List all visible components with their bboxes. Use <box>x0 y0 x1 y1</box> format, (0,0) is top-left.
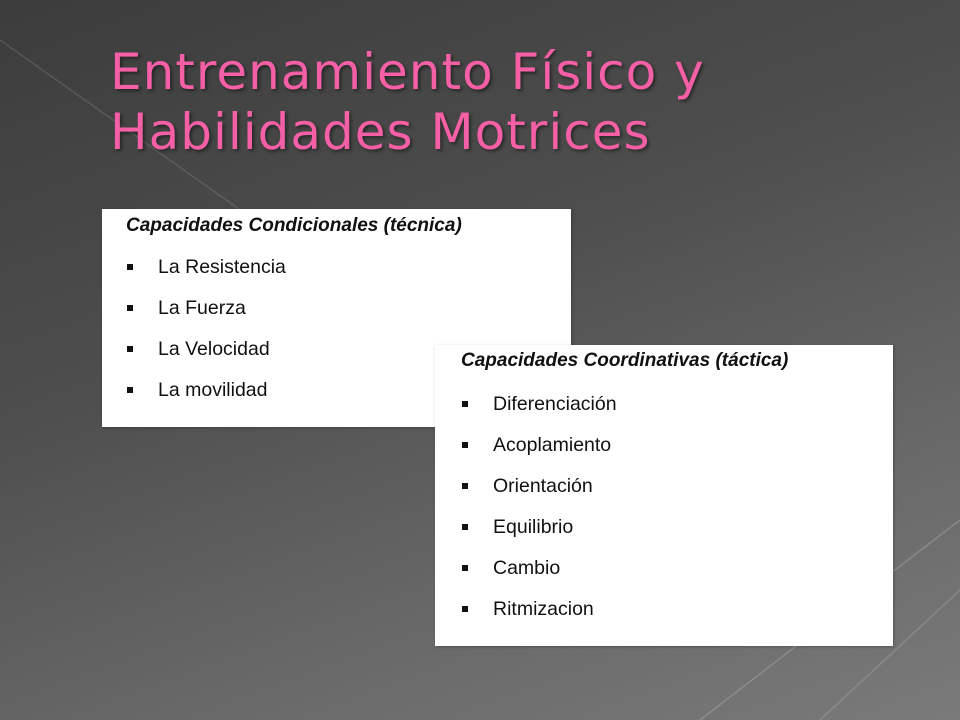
list-item-label: Ritmizacion <box>493 598 594 620</box>
slide-title <box>110 42 930 162</box>
coordinative-capacities-heading: Capacidades Coordinativas (táctica) <box>461 350 789 371</box>
list-item <box>461 474 617 515</box>
list-item-label: La Velocidad <box>158 338 270 360</box>
list-item-label: La Resistencia <box>158 256 286 278</box>
slide-title-line-2: Habilidades Motrices <box>110 103 651 161</box>
square-bullet-icon <box>127 346 133 352</box>
list-item-label: Acoplamiento <box>493 434 612 456</box>
list-item <box>126 378 286 419</box>
list-item-label: Equilibrio <box>493 516 574 538</box>
coordinative-capacities-box <box>435 345 893 646</box>
list-item <box>461 556 617 597</box>
slide-title-line-1: Entrenamiento Físico y <box>110 43 705 101</box>
list-item-label: La movilidad <box>158 379 268 401</box>
square-bullet-icon <box>462 442 468 448</box>
list-item-label: Orientación <box>493 475 593 497</box>
list-item-label: Cambio <box>493 557 561 579</box>
list-item <box>461 515 617 556</box>
list-item-label: La Fuerza <box>158 297 246 319</box>
square-bullet-icon <box>462 606 468 612</box>
conditional-capacities-heading: Capacidades Condicionales (técnica) <box>126 215 462 236</box>
square-bullet-icon <box>127 387 133 393</box>
square-bullet-icon <box>462 565 468 571</box>
list-item <box>461 597 617 638</box>
list-item-label: Diferenciación <box>493 393 617 415</box>
list-item <box>461 433 617 474</box>
square-bullet-icon <box>462 483 468 489</box>
square-bullet-icon <box>127 305 133 311</box>
list-item <box>126 337 286 378</box>
square-bullet-icon <box>462 401 468 407</box>
coordinative-capacities-list <box>461 392 617 638</box>
list-item <box>126 255 286 296</box>
list-item <box>461 392 617 433</box>
square-bullet-icon <box>462 524 468 530</box>
conditional-capacities-list <box>126 255 286 419</box>
list-item <box>126 296 286 337</box>
square-bullet-icon <box>127 264 133 270</box>
